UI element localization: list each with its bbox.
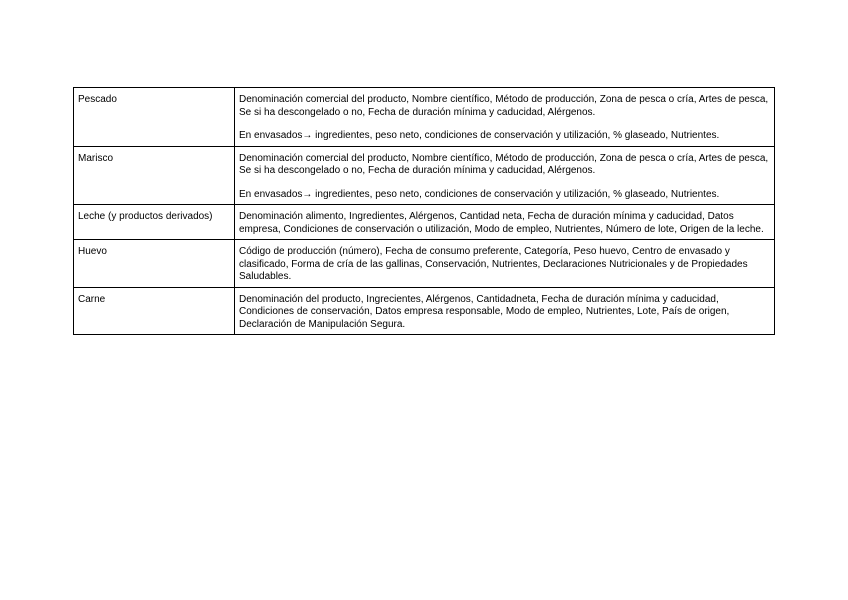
table-row: [74, 205, 775, 240]
category-label: Marisco: [78, 152, 114, 164]
description-cell: [235, 146, 775, 205]
category-cell: [74, 146, 235, 205]
category-label: Leche (y productos derivados): [78, 211, 213, 222]
table-row: [74, 287, 775, 335]
description-text-packaged: En envasados→ ingredientes, peso neto, condiciones de conservación y utilización, % glaseado, Nutrientes.: [239, 188, 720, 200]
description-text: Denominación alimento, Ingredientes, Alérgenos, Cantidad neta, Fecha de duración mínima y caducidad, Datos empresa, Condiciones de conservación o utilización, Modo de empleo, Nutrientes, Número de lote, Origen de la leche.: [239, 211, 764, 235]
description-cell: [235, 88, 775, 147]
category-cell: [74, 205, 235, 240]
category-label: Carne: [78, 293, 106, 305]
description-text: Denominación comercial del producto, Nombre científico, Método de producción, Zona de pesca o cría, Artes de pesca, Se si ha descongelado o no, Fecha de duración mínima y caducidad, Alérgenos.: [239, 94, 769, 118]
description-text-packaged: En envasados→ ingredientes, peso neto, condiciones de conservación y utilización, % glaseado, Nutrientes.: [239, 130, 720, 141]
table-row: [74, 88, 775, 147]
description-text: Denominación del producto, Ingrecientes, Alérgenos, Cantidadneta, Fecha de duración mínima y caducidad, Condiciones de conservación, Datos empresa responsable, Modo de empleo, Nutrientes, Lote, País de origen, Declaración de Manipulación Segura.: [239, 293, 730, 330]
description-cell: [235, 287, 775, 335]
description-text: Denominación comercial del producto, Nombre científico, Método de producción, Zona de pesca o cría, Artes de pesca, Se si ha descongelado o no, Fecha de duración mínima y caducidad, Alérgenos.: [239, 152, 769, 176]
category-cell: [74, 88, 235, 147]
description-cell: [235, 205, 775, 240]
table-row: [74, 240, 775, 288]
labeling-requirements-table: [73, 87, 775, 335]
category-label: Huevo: [78, 246, 107, 257]
description-cell: [235, 240, 775, 288]
description-text: Código de producción (número), Fecha de consumo preferente, Categoría, Peso huevo, Centro de envasado y clasificado, Forma de cría de las gallinas, Conservación, Nutrientes, Declaraciones Nutricionales y de Propiedades Saludables.: [239, 246, 748, 282]
category-label: Pescado: [78, 94, 117, 105]
category-cell: [74, 287, 235, 335]
table-row: [74, 146, 775, 205]
category-cell: [74, 240, 235, 288]
